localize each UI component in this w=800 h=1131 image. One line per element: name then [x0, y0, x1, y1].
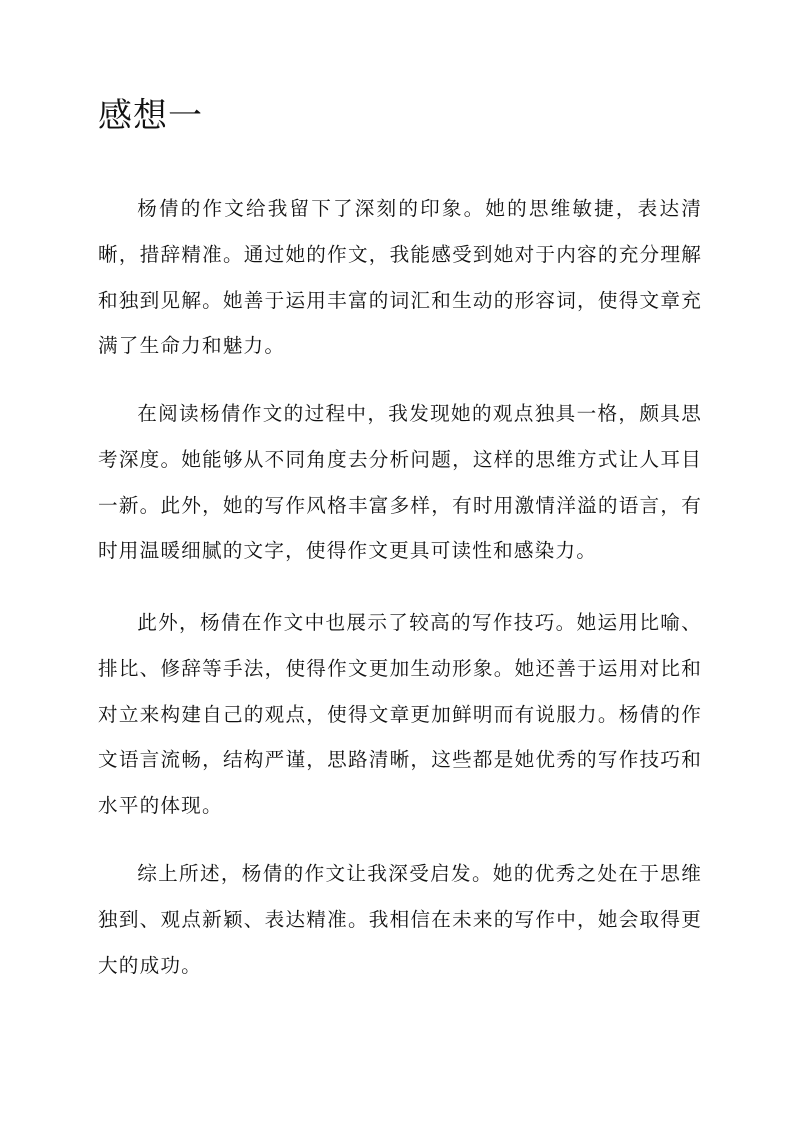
paragraph-3: 此外，杨倩在作文中也展示了较高的写作技巧。她运用比喻、排比、修辞等手法，使得作文更加生动形象。她还善于运用对比和对立来构建自己的观点，使得文章更加鲜明而有说服力。杨倩的作文语言流畅，结构严谨，思路清晰，这些都是她优秀的写作技巧和水平的体现。 — [98, 611, 702, 818]
paragraph-4: 综上所述，杨倩的作文让我深受启发。她的优秀之处在于思维独到、观点新颖、表达精准。我相信在未来的写作中，她会取得更大的成功。 — [98, 862, 702, 977]
page-title: 感想一 — [98, 96, 203, 136]
paragraph-1: 杨倩的作文给我留下了深刻的印象。她的思维敏捷，表达清晰，措辞精准。通过她的作文，我能感受到她对于内容的充分理解和独到见解。她善于运用丰富的词汇和生动的形容词，使得文章充满了生命力和魅力。 — [98, 197, 702, 358]
paragraph-2: 在阅读杨倩作文的过程中，我发现她的观点独具一格，颇具思考深度。她能够从不同角度去分析问题，这样的思维方式让人耳目一新。此外，她的写作风格丰富多样，有时用激情洋溢的语言，有时用温暖细腻的文字，使得作文更具可读性和感染力。 — [98, 402, 702, 563]
